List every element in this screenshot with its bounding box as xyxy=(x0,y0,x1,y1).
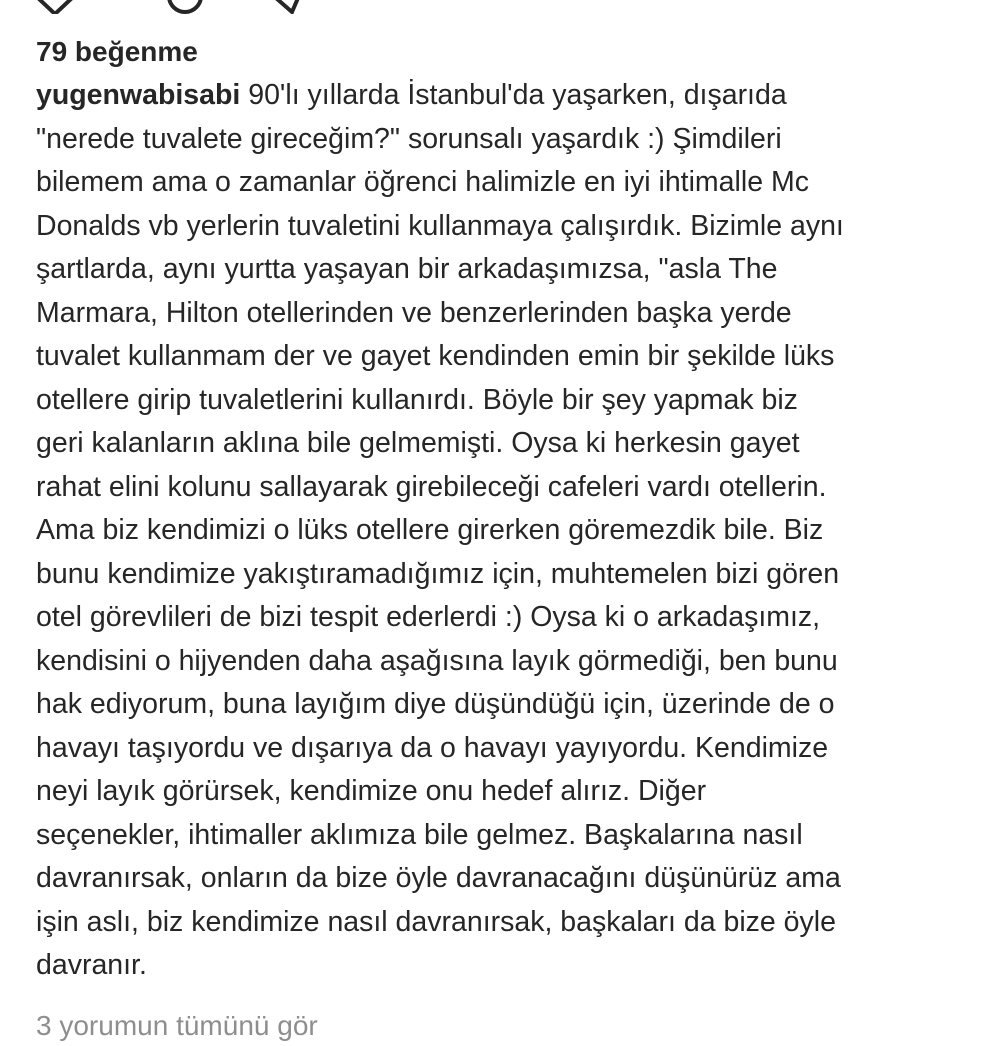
caption-line-19: davranırsak, onların da bize öyle davranacağını düşünürüz ama xyxy=(36,862,841,894)
caption-line-14: kendisini o hijyenden daha aşağısına layık görmediği, ben bunu xyxy=(36,644,838,677)
like-heart-icon[interactable] xyxy=(30,0,80,14)
caption xyxy=(36,74,956,988)
caption-line-16: havayı taşıyordu ve dışarıya da o havayı yayıyordu. Kendimize xyxy=(36,731,829,764)
comment-icon[interactable] xyxy=(160,0,210,14)
caption-line-3: bilemem ama o zamanlar öğrenci halimizle en iyi ihtimalle Mc xyxy=(36,166,809,198)
caption-line-21: davranır. xyxy=(36,949,147,981)
caption-line-4: Donalds vb yerlerin tuvaletini kullanmaya çalışırdık. Bizimle aynı xyxy=(36,209,844,242)
caption-line-9: geri kalanların aklına bile gelmemişti. Oysa ki herkesin gayet xyxy=(36,427,800,459)
caption-line-15: hak ediyorum, buna layığım diye düşündüğü için, üzerinde de o xyxy=(36,688,835,720)
caption-line-11: Ama biz kendimizi o lüks otellere girerken göremezdik bile. Biz xyxy=(36,514,824,546)
caption-line-12: bunu kendimize yakıştıramadığımız için, muhtemelen bizi gören xyxy=(36,557,840,590)
post-action-bar xyxy=(0,0,981,14)
likes-count[interactable]: 79 beğenme xyxy=(36,36,198,67)
share-icon[interactable] xyxy=(270,0,310,14)
caption-line-18: seçenekler, ihtimaller aklımıza bile gelmez. Başkalarına nasıl xyxy=(36,818,803,851)
caption-line-10: rahat elini kolunu sallayarak girebileceği cafeleri vardı otellerin. xyxy=(36,470,827,503)
caption-line-13: otel görevlileri de bizi tespit ederlerdi :) Oysa ki o arkadaşımız, xyxy=(36,601,821,633)
caption-line-2: "nerede tuvalete gireceğim?" sorunsalı yaşardık :) Şimdileri xyxy=(36,122,782,155)
view-all-comments-link[interactable]: 3 yorumun tümünü gör xyxy=(36,1010,318,1041)
post-body xyxy=(36,30,956,988)
caption-line-5: şartlarda, aynı yurtta yaşayan bir arkadaşımızsa, "asla The xyxy=(36,253,778,285)
caption-line-1: yugenwabisabi 90'lı yıllarda İstanbul'da yaşarken, dışarıda xyxy=(36,79,787,111)
caption-line-6: Marmara, Hilton otellerinden ve benzerlerinden başka yerde xyxy=(36,296,792,329)
caption-line-17: neyi layık görürsek, kendimize onu hedef alırız. Diğer xyxy=(36,775,707,807)
caption-line-8: otellere girip tuvaletlerini kullanırdı. Böyle bir şey yapmak biz xyxy=(36,383,798,416)
username[interactable]: yugenwabisabi xyxy=(36,79,241,111)
caption-line-7: tuvalet kullanmam der ve gayet kendinden emin bir şekilde lüks xyxy=(36,340,835,372)
caption-line-20: işin aslı, biz kendimize nasıl davranırsak, başkaları da bize öyle xyxy=(36,905,836,938)
